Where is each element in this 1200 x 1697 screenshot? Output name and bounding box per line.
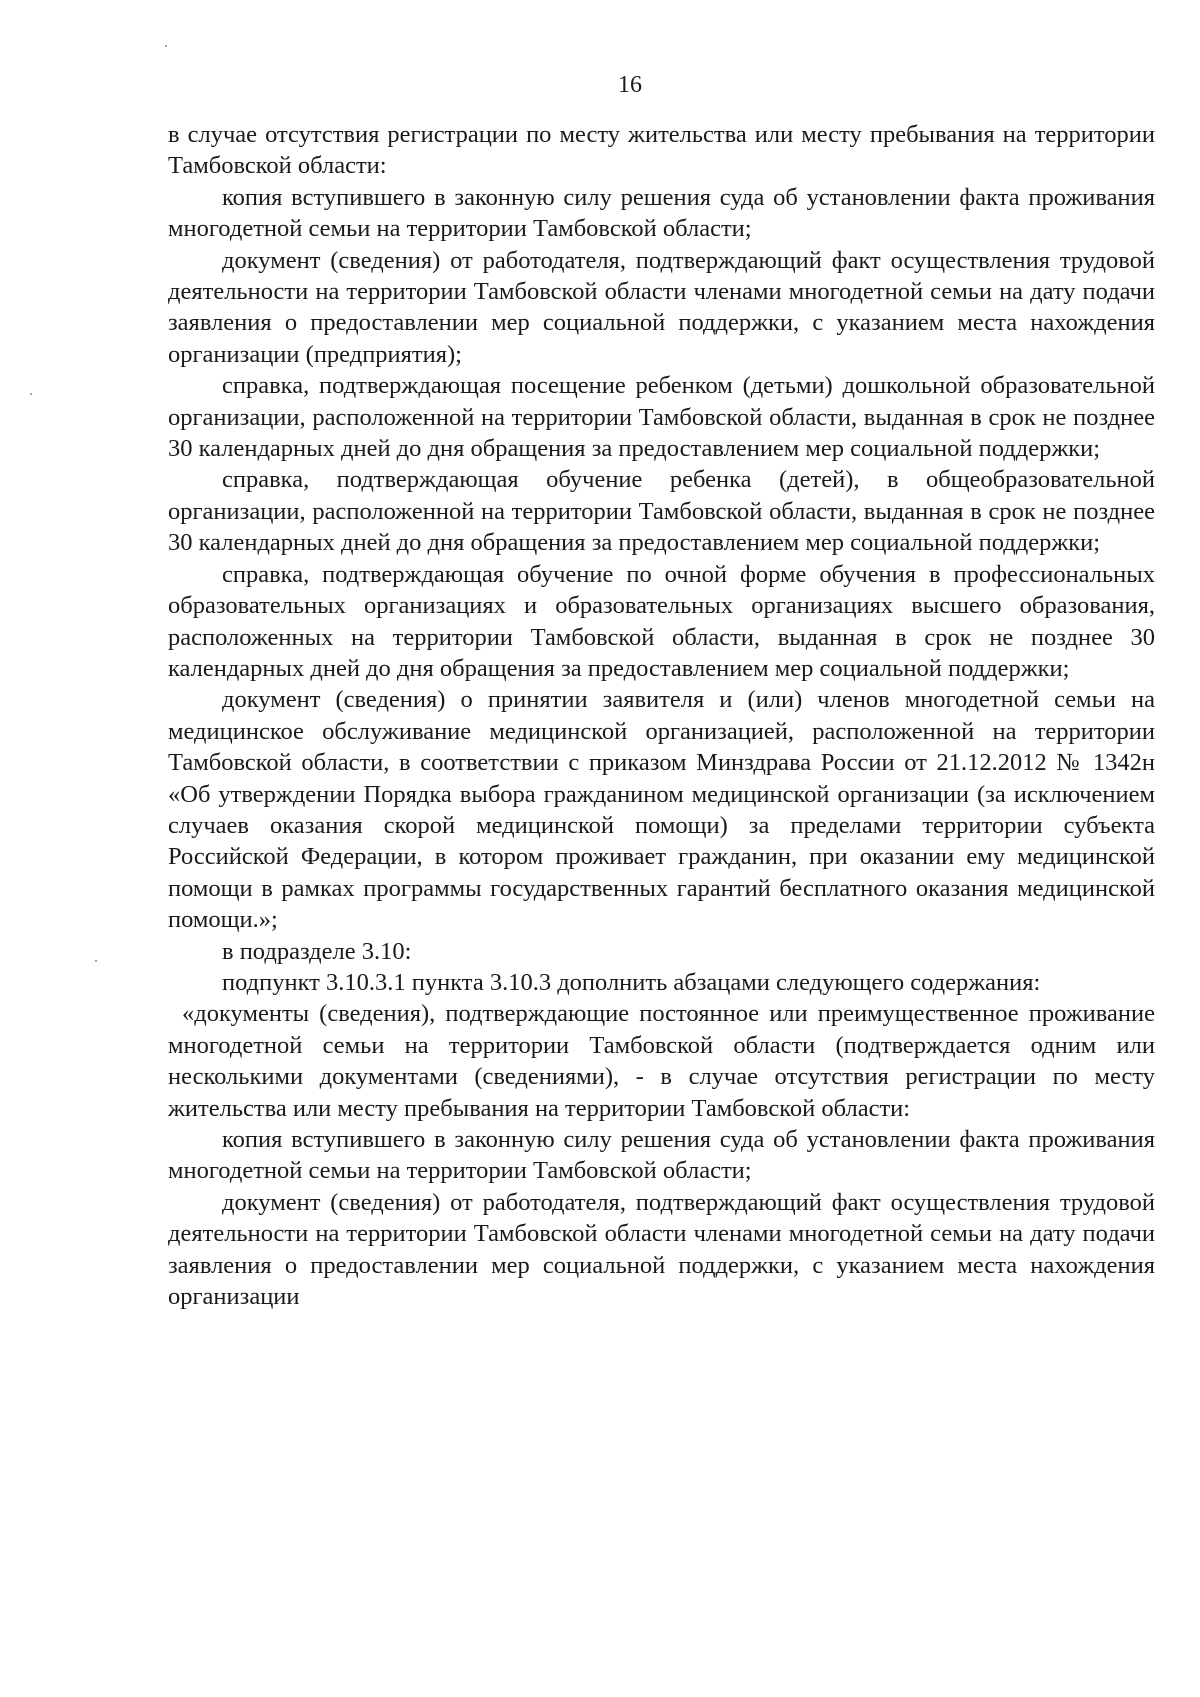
scan-speck bbox=[30, 393, 32, 395]
paragraph: справка, подтверждающая обучение ребенка (детей), в общеобразовательной организации, расположенной на территории Тамбовской области, выданная в срок не позднее 30 календарных дней до дня обращения за предоставлением мер социальной поддержки; bbox=[168, 466, 1155, 557]
paragraph: копия вступившего в законную силу решения суда об установлении факта проживания многодетной семьи на территории Тамбовской области; bbox=[168, 1126, 1155, 1185]
paragraph: в подразделе 3.10: bbox=[222, 937, 412, 965]
paragraph: справка, подтверждающая обучение по очной форме обучения в профессиональных образовательных организациях и образовательных организациях высшего образования, расположенных на территории Тамбовской области, выданная в срок не позднее 30 календарных дней до дня обращения за предоставлением мер социальной поддержки; bbox=[168, 560, 1155, 682]
paragraph: справка, подтверждающая посещение ребенком (детьми) дошкольной образовательной организации, расположенной на территории Тамбовской области, выданная в срок не позднее 30 календарных дней до дня обращения за предоставлением мер социальной поддержки; bbox=[168, 372, 1155, 463]
paragraph: «документы (сведения), подтверждающие постоянное или преимущественное проживание многодетной семьи на территории Тамбовской области (подтверждается одним или несколькими документами (сведениями), - в случае отсутствия регистрации по месту жительства или месту пребывания на территории Тамбовской области: bbox=[168, 1000, 1155, 1122]
scan-speck bbox=[95, 960, 97, 962]
paragraph: в случае отсутствия регистрации по месту жительства или месту пребывания на территории Тамбовской области: bbox=[168, 121, 1155, 180]
scan-speck bbox=[165, 45, 167, 47]
document-body bbox=[168, 119, 1155, 1312]
page-number: 16 bbox=[618, 72, 642, 98]
paragraph: подпункт 3.10.3.1 пункта 3.10.3 дополнить абзацами следующего содержания: bbox=[222, 968, 1041, 996]
paragraph: документ (сведения) о принятии заявителя и (или) членов многодетной семьи на медицинское обслуживание медицинской организацией, расположенной на территории Тамбовской области, в соответствии с приказом Минздрава России от 21.12.2012 № 1342н «Об утверждении Порядка выбора гражданином медицинской организации (за исключением случаев оказания скорой медицинской помощи) за пределами территории субъекта Российской Федерации, в котором проживает гражданин, при оказании ему медицинской помощи в рамках программы государственных гарантий бесплатного оказания медицинской помощи.»; bbox=[168, 686, 1155, 934]
paragraph: документ (сведения) от работодателя, подтверждающий факт осуществления трудовой деятельности на территории Тамбовской области членами многодетной семьи на дату подачи заявления о предоставлении мер социальной поддержки, с указанием места нахождения организации bbox=[168, 1188, 1155, 1311]
paragraph: документ (сведения) от работодателя, подтверждающий факт осуществления трудовой деятельности на территории Тамбовской области членами многодетной семьи на дату подачи заявления о предоставлении мер социальной поддержки, с указанием места нахождения организации (предприятия); bbox=[168, 246, 1155, 368]
paragraph: копия вступившего в законную силу решения суда об установлении факта проживания многодетной семьи на территории Тамбовской области; bbox=[168, 183, 1155, 243]
